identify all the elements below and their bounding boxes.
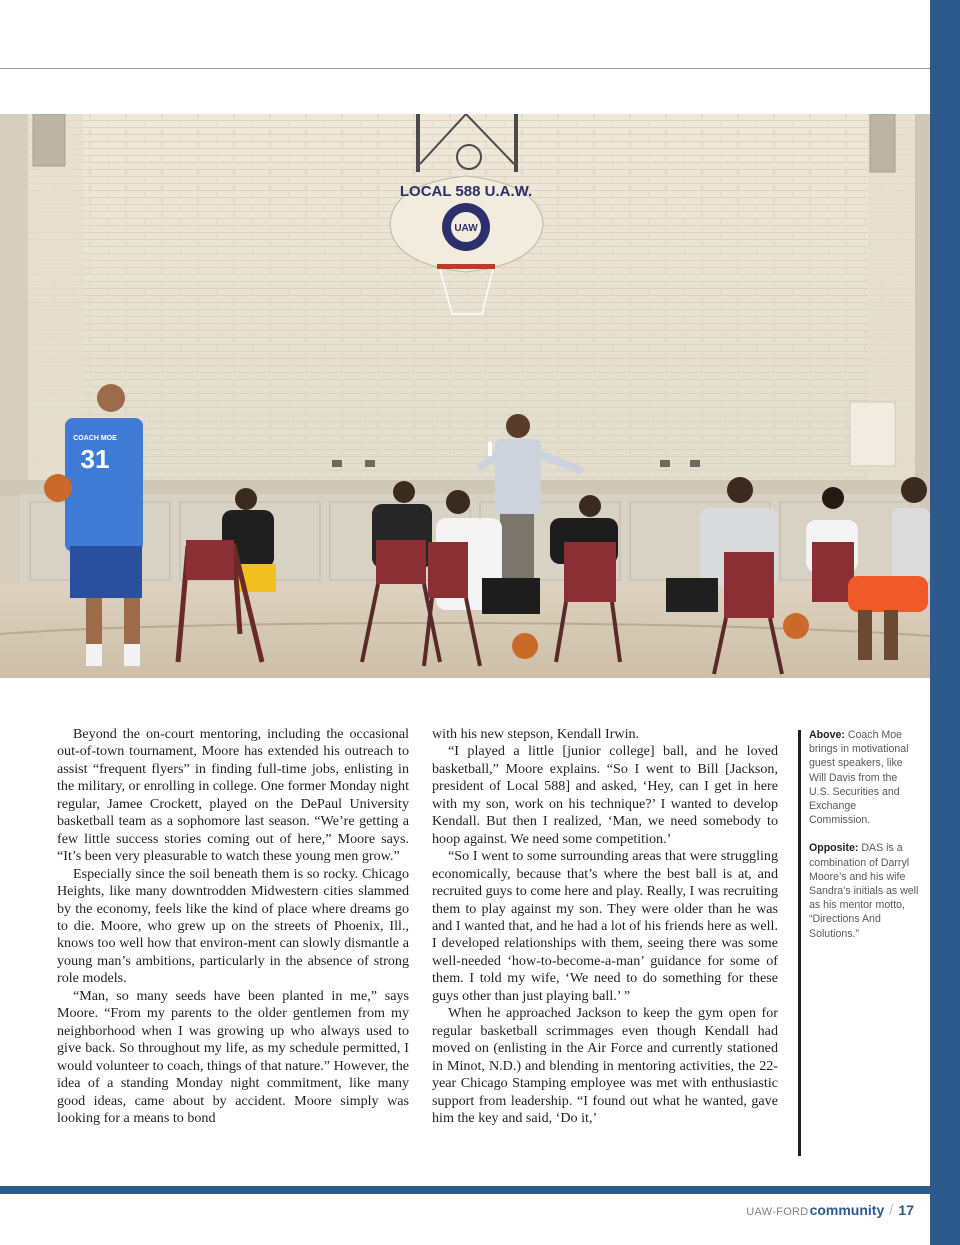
caption-opposite: [809, 841, 919, 940]
page-footer: [746, 1202, 914, 1219]
paragraph: Beyond the on-court mentoring, including the occasional out-of-town tournament, Moore has extended his outreach to assist “frequent flyers” in finding full-time jobs, enlisting in the military, or enrolling in college. One former Monday night regular, Jamee Crockett, played on the DePaul University basketball team as a sophomore last season. “We’re getting a few little success stories coming out of here,” Moore says. “It’s been very pleasurable to watch these young men grow.”: [57, 726, 409, 865]
page-number: 17: [898, 1202, 914, 1218]
paragraph: “So I went to some surrounding areas that were struggling economically, because that’s where the best ball is at, and recruited guys to come here and play. Really, I was recruiting them to play against my son. They were older than he was and I wanted that, and he had a lot of his friends here as well. I developed relationships with them, seeing there was some well-needed ‘how-to-become-a-man’ guidance for some of them. I told my wife, ‘We need to do something for these guys other than just playing ball.’ ”: [432, 848, 778, 1004]
photo-caption: [809, 728, 919, 955]
paragraph-continued: with his new stepson, Kendall Irwin.: [432, 726, 640, 742]
paragraph: “Man, so many seeds have been planted in me,” says Moore. “From my parents to the older gentlemen from my neighborhood when I was growing up who always used to give back. So throughout my life, as my schedule permitted, I would volunteer to coach, things of that nature.” However, the idea of a standing Monday night commitment, like many good ideas, came about by accident. Moore simply was looking for a means to bond: [57, 987, 409, 1126]
footer-separator: /: [889, 1202, 894, 1219]
backboard-sign-text: LOCAL 588 U.A.W.: [399, 183, 533, 200]
footer-brand: UAW-FORD: [746, 1206, 809, 1218]
right-accent-bar: [930, 0, 960, 1245]
article-column-1: [57, 726, 409, 1127]
paragraph: When he approached Jackson to keep the gym open for regular basketball scrimmages even though Kendall had moved on (enlisting in the Air Force and currently stationed in Minot, N.D.) and blending in mentoring activities, the 22-year Chicago Stamping employee was met with enthusiastic support from leadership. “I found out what he wanted, gave him the key and said, ‘Do it,’: [432, 1005, 778, 1126]
caption-above-text: Coach Moe brings in motivational guest speakers, like Will Davis from the U.S. Securities and Exchange Commission.: [809, 729, 909, 827]
paragraph: Especially since the soil beneath them is so rocky. Chicago Heights, like many downtrodden Midwestern cities slammed by the economy, feels like the kind of place where dreams go to die. Moore, who grew up on the streets of Phoenix, Ill., knows too well how that environ-ment can slowly dismantle a young man’s ambitions, particularly in the absence of strong role models.: [57, 865, 409, 987]
article-column-2: [432, 726, 778, 1127]
caption-rule: [798, 730, 801, 1156]
caption-above: [809, 728, 919, 827]
paragraph: “I played a little [junior college] ball, and he loved basketball,” Moore explains. “So I went to Bill [Jackson, president of Local 588] and asked, ‘Hey, can I get in here with my son, work on his technique?’ I wanted to develop Kendall. But then I realized, ‘Man, we need somebody to hoop against. We need some competition.’: [432, 743, 778, 847]
uaw-logo-text: UAW: [454, 223, 478, 234]
gym-photo: [0, 114, 930, 678]
jersey-number: 31: [80, 444, 110, 474]
caption-above-label: Above:: [809, 729, 845, 741]
bottom-accent-bar: [0, 1186, 930, 1194]
caption-opposite-label: Opposite:: [809, 842, 859, 855]
jersey-label: COACH MOE: [73, 435, 117, 442]
top-rule: [0, 68, 930, 69]
caption-opposite-text: DAS is a combination of Darryl Moore’s and his wife Sandra’s initials as well as his mentor motto, “Directions And Solutions.”: [809, 842, 919, 940]
footer-magazine-name: community: [809, 1202, 885, 1218]
